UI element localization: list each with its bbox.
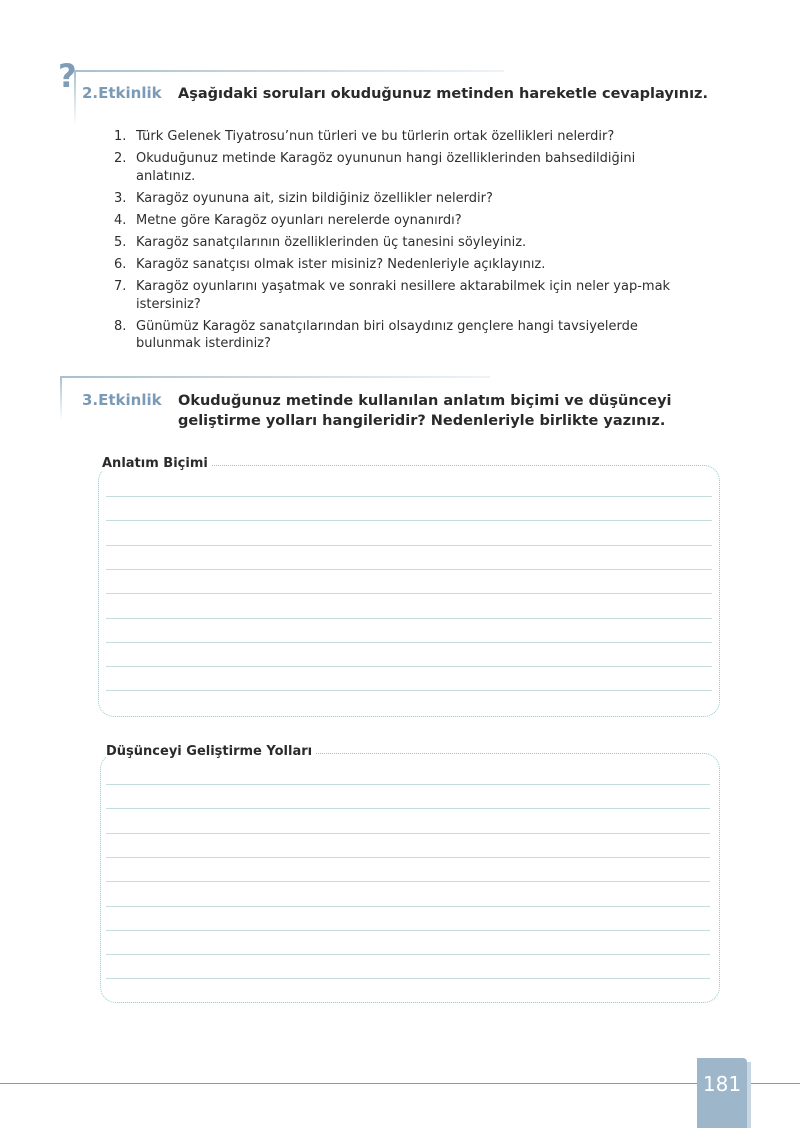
writing-line	[106, 642, 712, 643]
activity3-label: 3.Etkinlik	[82, 391, 162, 409]
question-item: 6. Karagöz sanatçısı olmak ister misiniz? Nedenleriyle açıklayınız.	[114, 256, 546, 272]
dusunceyi-gelistirme-box[interactable]	[100, 753, 720, 1003]
activity2-label: 2.Etkinlik	[82, 84, 162, 102]
writing-line	[106, 496, 712, 497]
question-item: 1. Türk Gelenek Tiyatrosu’nun türleri ve bu türlerin ortak özellikleri nelerdir?	[114, 129, 615, 144]
question-item: 5. Karagöz sanatçılarının özelliklerinden üç tanesini söyleyiniz.	[114, 234, 527, 250]
activity2-instruction: Aşağıdaki soruları okuduğunuz metinden hareketle cevaplayınız.	[178, 86, 709, 102]
question-item: 8. Günümüz Karagöz sanatçılarından biri olsaydınız gençlere hangi tavsiyelerde bulunmak isterdiniz?	[114, 318, 638, 352]
activity3-header-rule	[60, 376, 490, 378]
writing-line	[106, 906, 710, 907]
dusunceyi-gelistirme-label: Düşünceyi Geliştirme Yolları	[106, 744, 316, 759]
writing-line	[106, 857, 710, 858]
writing-line	[106, 569, 712, 570]
writing-line	[106, 666, 712, 667]
writing-line	[106, 618, 712, 619]
writing-line	[106, 784, 710, 785]
writing-line	[106, 808, 710, 809]
writing-line	[106, 881, 710, 882]
writing-line	[106, 930, 710, 931]
writing-line	[106, 833, 710, 834]
writing-line	[106, 593, 712, 594]
question-list	[114, 128, 694, 357]
writing-line	[106, 690, 712, 691]
writing-line	[106, 954, 710, 955]
question-item: 7. Karagöz oyunlarını yaşatmak ve sonraki nesillere aktarabilmek için neler yap-mak istersiniz?	[114, 279, 671, 312]
writing-line	[106, 978, 710, 979]
question-item: 2. Okuduğunuz metinde Karagöz oyununun hangi özelliklerinden bahsedildiğini anlatınız.	[114, 151, 636, 184]
question-item: 4. Metne göre Karagöz oyunları nerelerde oynanırdı?	[114, 212, 462, 228]
activity3-header-vline	[60, 376, 62, 420]
anlatim-bicimi-label: Anlatım Biçimi	[102, 456, 212, 471]
writing-line	[106, 545, 712, 546]
question-item: 3. Karagöz oyununa ait, sizin bildiğiniz özellikler nelerdir?	[114, 190, 493, 206]
footer-rule	[0, 1083, 800, 1084]
page-number: 181	[702, 1072, 742, 1096]
question-mark-icon: ?	[58, 57, 77, 95]
activity3-instruction: Okuduğunuz metinde kullanılan anlatım biçimi ve düşünceyi geliştirme yolları hangileridir? Nedenleriyle birlikte yazınız.	[178, 393, 672, 429]
activity2-header-rule	[74, 70, 504, 72]
anlatim-bicimi-box[interactable]	[98, 465, 720, 717]
writing-line	[106, 520, 712, 521]
